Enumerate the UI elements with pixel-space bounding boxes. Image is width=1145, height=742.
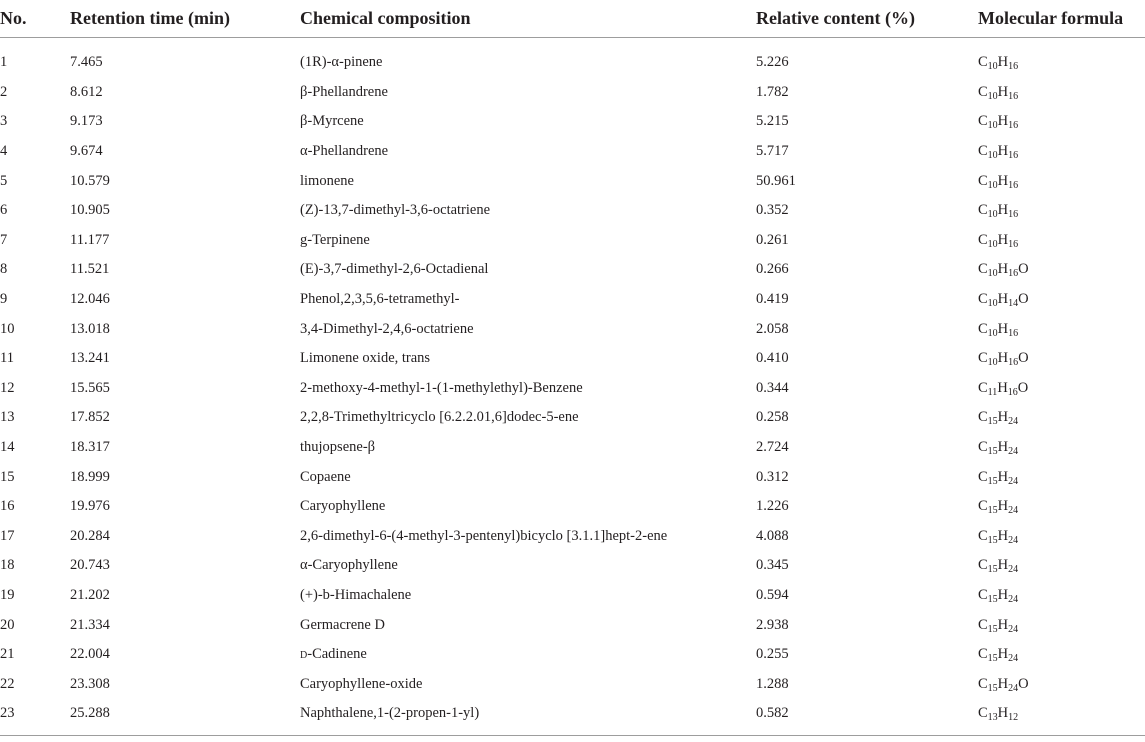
cell-molecular-formula bbox=[978, 522, 1145, 552]
cell-chemical-composition: α-Phellandrene bbox=[300, 143, 389, 160]
formula-element: O bbox=[1017, 379, 1029, 396]
cell-retention-time: 11.177 bbox=[70, 231, 110, 248]
cell-relative-content: 5.226 bbox=[756, 54, 789, 71]
table-row bbox=[0, 433, 1145, 463]
cell-molecular-formula bbox=[978, 344, 1145, 374]
formula-element: H bbox=[997, 350, 1009, 367]
cell-relative-content: 2.058 bbox=[756, 320, 789, 337]
formula-element: O bbox=[1018, 261, 1029, 278]
cell-retention-time: 19.976 bbox=[70, 498, 110, 515]
cell-no: 16 bbox=[0, 498, 15, 515]
cell-retention-time: 18.999 bbox=[70, 468, 110, 485]
formula-subscript: 16 bbox=[1008, 268, 1019, 280]
cell-chemical-composition: (Z)-13,7-dimethyl-3,6-octatriene bbox=[300, 202, 491, 219]
table-row bbox=[0, 285, 1145, 315]
cell-molecular-formula bbox=[978, 314, 1145, 344]
formula-subscript: 16 bbox=[1008, 61, 1019, 73]
cell-molecular-formula bbox=[978, 166, 1145, 196]
formula-element: H bbox=[997, 261, 1009, 278]
cell-chemical-composition: 2-methoxy-4-methyl-1-(1-methylethyl)-Benzene bbox=[300, 379, 583, 396]
formula-element: C bbox=[978, 113, 988, 130]
cell-molecular-formula bbox=[978, 462, 1145, 492]
cell-molecular-formula bbox=[978, 492, 1145, 522]
formula-element: H bbox=[997, 231, 1009, 248]
formula-element: H bbox=[997, 143, 1009, 160]
formula-element: C bbox=[978, 320, 988, 337]
formula-element: H bbox=[997, 409, 1009, 426]
table-row bbox=[0, 166, 1145, 196]
cell-no: 4 bbox=[0, 143, 8, 160]
formula-element: H bbox=[997, 498, 1009, 515]
formula-subscript: 24 bbox=[1008, 653, 1019, 665]
cell-molecular-formula bbox=[978, 640, 1145, 670]
formula-subscript: 15 bbox=[987, 653, 998, 665]
formula-element: H bbox=[997, 705, 1009, 722]
formula-element: C bbox=[978, 675, 988, 692]
cell-chemical-composition: α-Caryophyllene bbox=[300, 557, 398, 574]
formula-element: C bbox=[978, 172, 988, 189]
cell-molecular-formula bbox=[978, 78, 1145, 108]
formula-subscript: 16 bbox=[1008, 209, 1019, 221]
cell-no: 6 bbox=[0, 202, 8, 219]
formula-subscript: 14 bbox=[1008, 298, 1019, 310]
formula-subscript: 16 bbox=[1007, 386, 1018, 398]
cell-molecular-formula bbox=[978, 433, 1145, 463]
cell-relative-content: 2.724 bbox=[756, 439, 789, 456]
cell-no: 7 bbox=[0, 231, 8, 248]
table-row bbox=[0, 374, 1145, 404]
header-retention-time: Retention time (min) bbox=[70, 0, 300, 38]
formula-subscript: 24 bbox=[1008, 475, 1019, 487]
formula-subscript: 10 bbox=[987, 209, 998, 221]
formula-subscript: 16 bbox=[1008, 150, 1019, 162]
cell-no: 3 bbox=[0, 113, 8, 130]
cell-relative-content: 1.226 bbox=[756, 498, 789, 515]
table-row bbox=[0, 492, 1145, 522]
formula-element: H bbox=[997, 202, 1009, 219]
cell-no: 14 bbox=[0, 439, 15, 456]
formula-subscript: 10 bbox=[987, 150, 998, 162]
cell-chemical-composition: Germacrene D bbox=[300, 616, 385, 633]
formula-subscript: 15 bbox=[987, 623, 998, 635]
formula-element: C bbox=[978, 379, 988, 396]
formula-subscript: 15 bbox=[987, 446, 998, 458]
cell-no: 17 bbox=[0, 527, 15, 544]
formula-element: H bbox=[997, 557, 1009, 574]
formula-element: H bbox=[997, 675, 1009, 692]
table-row bbox=[0, 669, 1145, 699]
formula-element: C bbox=[978, 616, 988, 633]
cell-chemical-composition: Caryophyllene bbox=[300, 498, 386, 515]
formula-subscript: 10 bbox=[987, 327, 998, 339]
cell-chemical-composition: Copaene bbox=[300, 468, 351, 485]
cell-chemical-composition: (1R)-α-pinene bbox=[300, 54, 383, 71]
formula-element: H bbox=[997, 439, 1009, 456]
table-row bbox=[0, 699, 1145, 735]
cell-chemical-composition: Naphthalene,1-(2-propen-1-yl) bbox=[300, 699, 756, 735]
cell-relative-content: 0.410 bbox=[756, 350, 789, 367]
table-body bbox=[0, 38, 1145, 736]
cell-no: 8 bbox=[0, 261, 8, 278]
cell-molecular-formula bbox=[978, 38, 1145, 78]
cell-no: 2 bbox=[0, 83, 8, 100]
cell-retention-time: 21.334 bbox=[70, 616, 110, 633]
formula-subscript: 16 bbox=[1008, 90, 1019, 102]
formula-element: H bbox=[997, 379, 1008, 396]
cell-chemical-composition: 3,4-Dimethyl-2,4,6-octatriene bbox=[300, 320, 474, 337]
cell-relative-content: 4.088 bbox=[756, 527, 789, 544]
formula-element: C bbox=[978, 439, 988, 456]
formula-subscript: 10 bbox=[987, 298, 998, 310]
cell-chemical-composition: β-Phellandrene bbox=[300, 83, 388, 100]
cell-retention-time: 22.004 bbox=[70, 646, 110, 663]
formula-subscript: 10 bbox=[987, 120, 998, 132]
formula-element: C bbox=[978, 498, 988, 515]
name-remainder: -Cadinene bbox=[307, 646, 367, 663]
cell-relative-content: 0.582 bbox=[756, 699, 978, 735]
formula-element: C bbox=[978, 83, 988, 100]
formula-subscript: 24 bbox=[1008, 416, 1019, 428]
cell-retention-time: 12.046 bbox=[70, 291, 110, 308]
cell-molecular-formula bbox=[978, 669, 1145, 699]
cell-relative-content: 0.419 bbox=[756, 291, 789, 308]
formula-subscript: 24 bbox=[1008, 623, 1019, 635]
cell-relative-content: 0.344 bbox=[756, 379, 789, 396]
cell-no: 22 bbox=[0, 675, 15, 692]
cell-molecular-formula bbox=[978, 374, 1145, 404]
cell-molecular-formula bbox=[978, 107, 1145, 137]
formula-subscript: 24 bbox=[1008, 682, 1019, 694]
table-row bbox=[0, 581, 1145, 611]
formula-element: O bbox=[1018, 291, 1029, 308]
formula-element: H bbox=[997, 616, 1009, 633]
cell-molecular-formula bbox=[978, 610, 1145, 640]
cell-no: 11 bbox=[0, 350, 14, 367]
cell-relative-content: 0.266 bbox=[756, 261, 789, 278]
formula-subscript: 16 bbox=[1008, 179, 1019, 191]
cell-molecular-formula bbox=[978, 226, 1145, 256]
formula-element: C bbox=[978, 557, 988, 574]
cell-no: 5 bbox=[0, 172, 8, 189]
cell-no: 9 bbox=[0, 291, 8, 308]
cell-chemical-composition: thujopsene-β bbox=[300, 439, 376, 456]
cell-no: 10 bbox=[0, 320, 15, 337]
formula-subscript: 10 bbox=[987, 90, 998, 102]
formula-element: O bbox=[1018, 675, 1029, 692]
cell-no: 13 bbox=[0, 409, 15, 426]
cell-molecular-formula bbox=[978, 551, 1145, 581]
cell-molecular-formula bbox=[978, 581, 1145, 611]
formula-subscript: 24 bbox=[1008, 534, 1019, 546]
cell-retention-time: 9.173 bbox=[70, 113, 103, 130]
cell-retention-time: 11.521 bbox=[70, 261, 110, 278]
formula-subscript: 15 bbox=[987, 416, 998, 428]
header-no: No. bbox=[0, 0, 70, 38]
formula-subscript: 10 bbox=[987, 179, 998, 191]
formula-subscript: 13 bbox=[987, 712, 998, 724]
cell-retention-time: 20.743 bbox=[70, 557, 110, 574]
formula-element: H bbox=[997, 646, 1009, 663]
formula-element: O bbox=[1018, 350, 1029, 367]
cell-retention-time: 17.852 bbox=[70, 409, 110, 426]
cell-chemical-composition: β-Myrcene bbox=[300, 113, 364, 130]
cell-chemical-composition: 2,6-dimethyl-6-(4-methyl-3-pentenyl)bicyclo [3.1.1]hept-2-ene bbox=[300, 527, 668, 544]
cell-retention-time: 20.284 bbox=[70, 527, 110, 544]
cell-molecular-formula bbox=[978, 255, 1145, 285]
formula-subscript: 24 bbox=[1008, 446, 1019, 458]
formula-element: C bbox=[978, 54, 988, 71]
formula-subscript: 24 bbox=[1008, 505, 1019, 517]
formula-element: C bbox=[978, 202, 988, 219]
header-relative-content: Relative content (%) bbox=[756, 0, 978, 38]
cell-retention-time: 18.317 bbox=[70, 439, 110, 456]
cell-relative-content: 0.261 bbox=[756, 231, 789, 248]
formula-element: H bbox=[997, 586, 1009, 603]
cell-relative-content: 0.255 bbox=[756, 646, 789, 663]
cell-no: 23 bbox=[0, 699, 70, 735]
formula-subscript: 24 bbox=[1008, 593, 1019, 605]
formula-subscript: 24 bbox=[1008, 564, 1019, 576]
header-chemical-composition: Chemical composition bbox=[300, 0, 756, 38]
formula-subscript: 10 bbox=[987, 61, 998, 73]
cell-relative-content: 2.938 bbox=[756, 616, 789, 633]
formula-subscript: 15 bbox=[987, 564, 998, 576]
cell-relative-content: 0.312 bbox=[756, 468, 789, 485]
cell-chemical-composition: Caryophyllene-oxide bbox=[300, 675, 423, 692]
cell-molecular-formula bbox=[978, 137, 1145, 167]
cell-relative-content: 1.782 bbox=[756, 83, 789, 100]
formula-subscript: 10 bbox=[987, 268, 998, 280]
table-row bbox=[0, 462, 1145, 492]
formula-subscript: 12 bbox=[1008, 712, 1019, 724]
header-row bbox=[0, 0, 1145, 38]
cell-retention-time: 21.202 bbox=[70, 586, 110, 603]
cell-retention-time: 10.579 bbox=[70, 172, 110, 189]
small-caps-prefix: d bbox=[300, 646, 308, 663]
cell-retention-time: 25.288 bbox=[70, 699, 300, 735]
cell-chemical-composition bbox=[300, 640, 756, 670]
cell-relative-content: 0.258 bbox=[756, 409, 789, 426]
cell-no: 1 bbox=[0, 54, 8, 71]
cell-relative-content: 0.352 bbox=[756, 202, 789, 219]
formula-element: H bbox=[997, 113, 1009, 130]
formula-subscript: 11 bbox=[987, 386, 998, 398]
table-row bbox=[0, 344, 1145, 374]
cell-no: 19 bbox=[0, 586, 15, 603]
table-row bbox=[0, 137, 1145, 167]
formula-element: C bbox=[978, 705, 988, 722]
cell-relative-content: 0.345 bbox=[756, 557, 789, 574]
cell-retention-time: 13.018 bbox=[70, 320, 110, 337]
formula-element: H bbox=[997, 291, 1009, 308]
cell-relative-content: 5.215 bbox=[756, 113, 789, 130]
table-row bbox=[0, 38, 1145, 78]
cell-retention-time: 23.308 bbox=[70, 675, 110, 692]
cell-retention-time: 8.612 bbox=[70, 83, 103, 100]
formula-subscript: 16 bbox=[1008, 357, 1019, 369]
cell-no: 21 bbox=[0, 646, 15, 663]
formula-subscript: 15 bbox=[987, 534, 998, 546]
formula-element: H bbox=[997, 527, 1009, 544]
table-header bbox=[0, 0, 1145, 38]
cell-relative-content: 0.594 bbox=[756, 586, 789, 603]
cell-molecular-formula bbox=[978, 285, 1145, 315]
header-molecular-formula: Molecular formula bbox=[978, 0, 1145, 38]
formula-subscript: 16 bbox=[1008, 120, 1019, 132]
formula-subscript: 15 bbox=[987, 505, 998, 517]
formula-element: C bbox=[978, 527, 988, 544]
cell-retention-time: 15.565 bbox=[70, 379, 110, 396]
table-row bbox=[0, 403, 1145, 433]
cell-chemical-composition: (E)-3,7-dimethyl-2,6-Octadienal bbox=[300, 261, 489, 278]
formula-element: C bbox=[978, 468, 988, 485]
cell-chemical-composition: 2,2,8-Trimethyltricyclo [6.2.2.01,6]dodec-5-ene bbox=[300, 409, 579, 426]
cell-molecular-formula bbox=[978, 403, 1145, 433]
formula-element: C bbox=[978, 261, 988, 278]
formula-element: C bbox=[978, 143, 988, 160]
table-row bbox=[0, 255, 1145, 285]
cell-retention-time: 9.674 bbox=[70, 143, 103, 160]
formula-element: H bbox=[997, 320, 1009, 337]
table-row bbox=[0, 226, 1145, 256]
formula-subscript: 10 bbox=[987, 357, 998, 369]
cell-no: 12 bbox=[0, 379, 15, 396]
formula-element: C bbox=[978, 231, 988, 248]
formula-subscript: 10 bbox=[987, 238, 998, 250]
cell-no: 18 bbox=[0, 557, 15, 574]
cell-chemical-composition: (+)-b-Himachalene bbox=[300, 586, 412, 603]
cell-chemical-composition: limonene bbox=[300, 172, 354, 189]
cell-relative-content: 1.288 bbox=[756, 675, 789, 692]
table-row bbox=[0, 522, 1145, 552]
cell-retention-time: 10.905 bbox=[70, 202, 110, 219]
table-row bbox=[0, 196, 1145, 226]
formula-element: C bbox=[978, 586, 988, 603]
cell-chemical-composition: Limonene oxide, trans bbox=[300, 350, 431, 367]
table-row bbox=[0, 107, 1145, 137]
table-row bbox=[0, 314, 1145, 344]
cell-retention-time: 13.241 bbox=[70, 350, 110, 367]
cell-chemical-composition: g-Terpinene bbox=[300, 231, 370, 248]
cell-chemical-composition: Phenol,2,3,5,6-tetramethyl- bbox=[300, 291, 460, 308]
formula-element: H bbox=[997, 172, 1009, 189]
table-row bbox=[0, 640, 1145, 670]
formula-subscript: 15 bbox=[987, 682, 998, 694]
formula-element: C bbox=[978, 646, 988, 663]
cell-relative-content: 50.961 bbox=[756, 172, 796, 189]
cell-molecular-formula bbox=[978, 699, 1145, 735]
formula-element: H bbox=[997, 83, 1009, 100]
formula-element: C bbox=[978, 291, 988, 308]
cell-no: 20 bbox=[0, 616, 15, 633]
formula-element: C bbox=[978, 350, 988, 367]
table-row bbox=[0, 78, 1145, 108]
formula-subscript: 16 bbox=[1008, 327, 1019, 339]
formula-subscript: 16 bbox=[1008, 238, 1019, 250]
formula-subscript: 15 bbox=[987, 593, 998, 605]
cell-no: 15 bbox=[0, 468, 15, 485]
formula-element: C bbox=[978, 409, 988, 426]
cell-molecular-formula bbox=[978, 196, 1145, 226]
table-row bbox=[0, 551, 1145, 581]
formula-element: H bbox=[997, 468, 1009, 485]
cell-retention-time: 7.465 bbox=[70, 54, 103, 71]
table-row bbox=[0, 610, 1145, 640]
cell-relative-content: 5.717 bbox=[756, 143, 789, 160]
formula-subscript: 15 bbox=[987, 475, 998, 487]
formula-element: H bbox=[997, 54, 1009, 71]
